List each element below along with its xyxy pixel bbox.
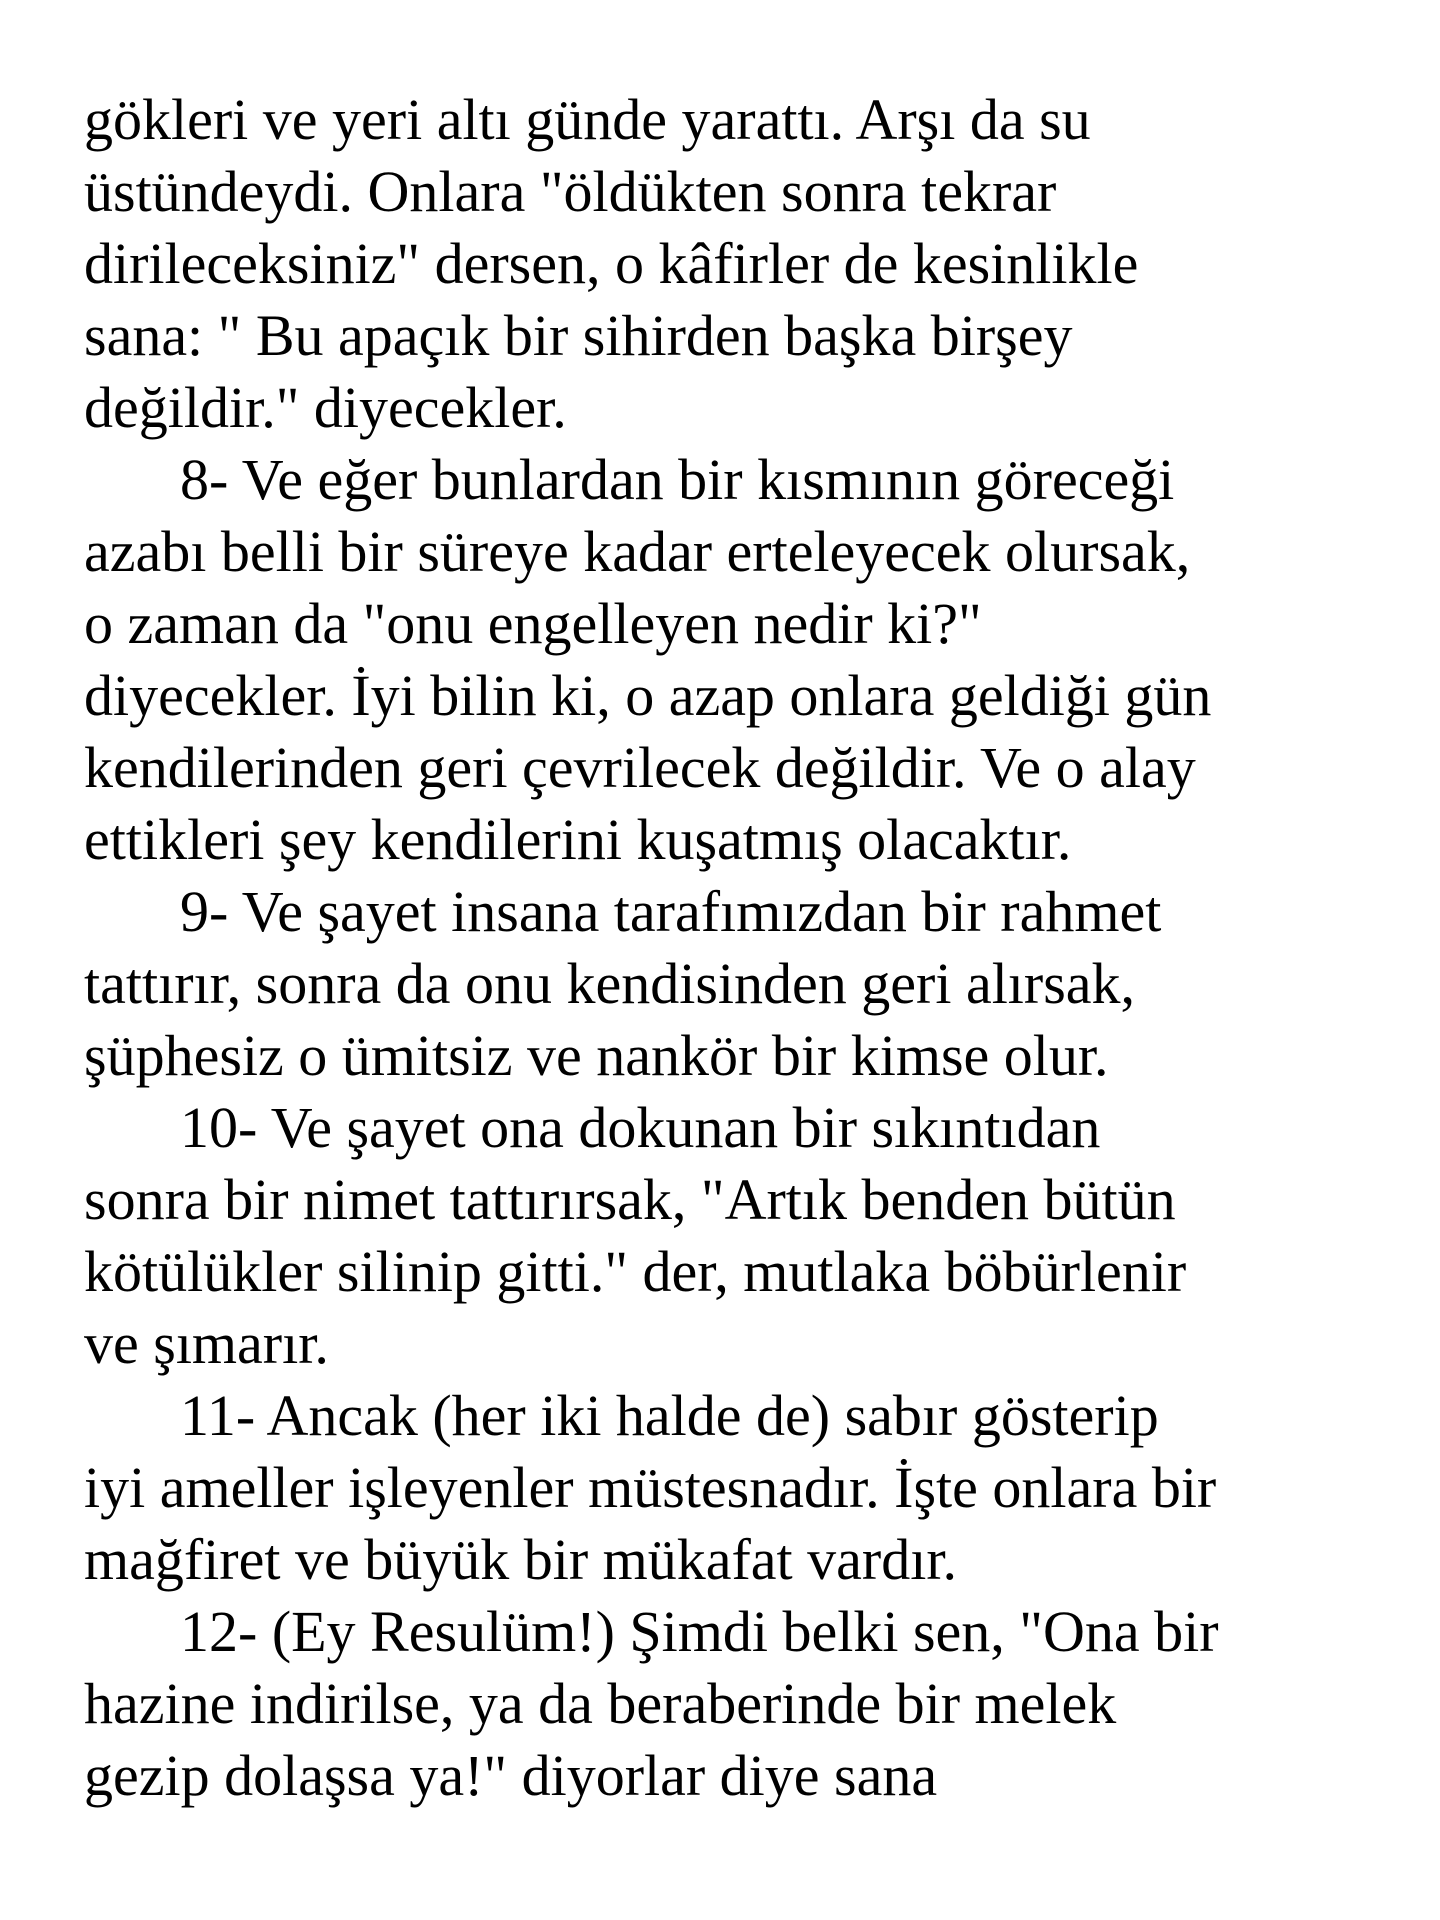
text-line: diyecekler. İyi bilin ki, o azap onlara geldiği gün (84, 663, 1212, 728)
text-line: o zaman da "onu engelleyen nedir ki?" (84, 591, 982, 656)
text-line: sana: " Bu apaçık bir sihirden başka birşey (84, 303, 1073, 368)
document-page (84, 84, 1384, 1812)
text-line: değildir." diyecekler. (84, 375, 567, 440)
text-line: iyi ameller işleyenler müstesnadır. İşte onlara bir (84, 1455, 1217, 1520)
text-line: mağfiret ve büyük bir mükafat vardır. (84, 1527, 957, 1592)
text-line: kötülükler silinip gitti." der, mutlaka böbürlenir (84, 1239, 1187, 1304)
text-line: ve şımarır. (84, 1311, 329, 1376)
text-line: dirileceksiniz" dersen, o kâfirler de kesinlikle (84, 231, 1139, 296)
text-line: şüphesiz o ümitsiz ve nankör bir kimse olur. (84, 1023, 1109, 1088)
verse-8-start: 8- Ve eğer bunlardan bir kısmının göreceği (180, 447, 1175, 512)
text-line: hazine indirilse, ya da beraberinde bir melek (84, 1671, 1117, 1736)
text-line: ettikleri şey kendilerini kuşatmış olacaktır. (84, 807, 1072, 872)
verse-11-start: 11- Ancak (her iki halde de) sabır gösterip (180, 1383, 1159, 1448)
verse-10-start: 10- Ve şayet ona dokunan bir sıkıntıdan (180, 1095, 1101, 1160)
text-line: tattırır, sonra da onu kendisinden geri alırsak, (84, 951, 1136, 1016)
text-line: sonra bir nimet tattırırsak, "Artık benden bütün (84, 1167, 1176, 1232)
verse-12-start: 12- (Ey Resulüm!) Şimdi belki sen, "Ona bir (180, 1599, 1219, 1664)
text-line: azabı belli bir süreye kadar erteleyecek olursak, (84, 519, 1191, 584)
text-line: gökleri ve yeri altı günde yarattı. Arşı da su (84, 87, 1091, 152)
verse-9-start: 9- Ve şayet insana tarafımızdan bir rahmet (180, 879, 1162, 944)
text-line: üstündeydi. Onlara "öldükten sonra tekrar (84, 159, 1057, 224)
text-line: gezip dolaşsa ya!" diyorlar diye sana (84, 1743, 938, 1808)
text-line: kendilerinden geri çevrilecek değildir. Ve o alay (84, 735, 1196, 800)
